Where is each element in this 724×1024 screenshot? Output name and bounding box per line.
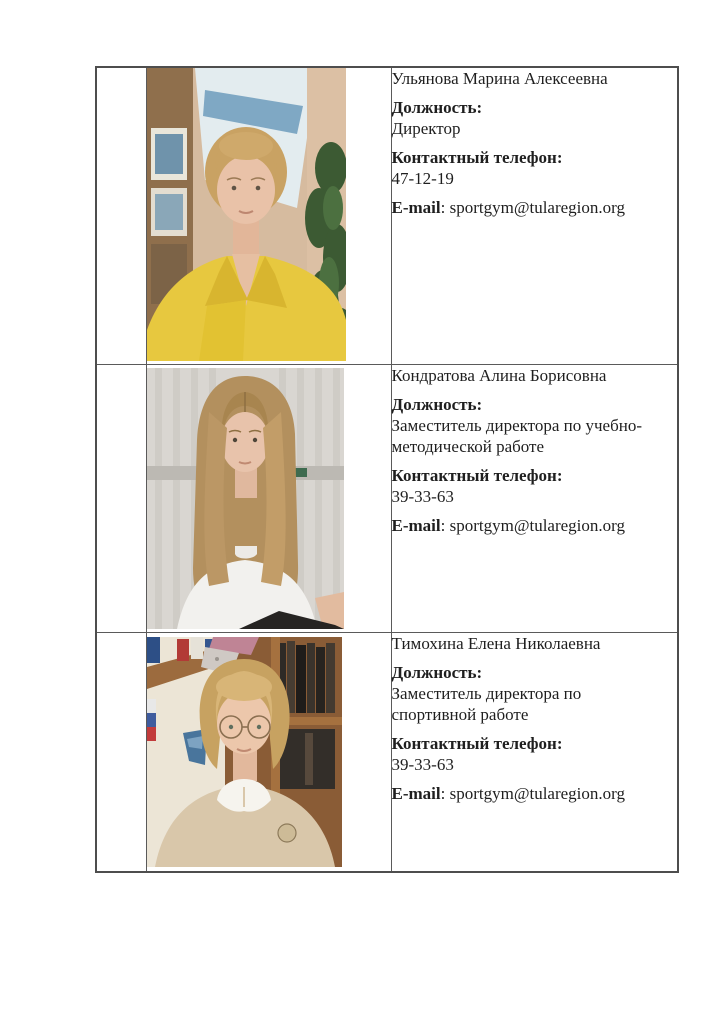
email-separator: : [440, 515, 450, 535]
position-block [392, 97, 678, 139]
photo-cell [146, 67, 391, 364]
phone-label: Контактный телефон: [391, 148, 563, 167]
email-block [392, 515, 678, 536]
position-value: методической работе [391, 436, 545, 456]
phone-value: 39-33-63 [391, 754, 454, 774]
photo-cell [146, 632, 391, 872]
email-value: sportgym@tularegion.org [449, 783, 625, 803]
phone-block [392, 733, 678, 775]
empty-margin-cell [96, 364, 146, 632]
email-label: E-mail [391, 783, 441, 803]
position-value: Заместитель директора по [391, 683, 582, 703]
email-separator: : [440, 198, 450, 217]
phone-label: Контактный телефон: [391, 733, 563, 753]
email-value: sportgym@tularegion.org [449, 515, 625, 535]
person-name: Кондратова Алина Борисовна [391, 365, 607, 385]
table-row [96, 364, 678, 632]
email-label: E-mail [391, 198, 441, 217]
phone-label: Контактный телефон: [391, 465, 563, 485]
position-value: Директор [391, 119, 461, 138]
phone-value: 47-12-19 [391, 169, 454, 188]
deputy-methodical-photo [147, 368, 344, 629]
table-row [96, 67, 678, 364]
email-separator: : [440, 783, 450, 803]
position-label: Должность: [391, 98, 483, 117]
email-value: sportgym@tularegion.org [449, 198, 625, 217]
phone-block [392, 465, 678, 507]
contact-info-cell [391, 67, 678, 364]
table-row [96, 632, 678, 872]
contact-info-cell [391, 632, 678, 872]
position-label: Должность: [391, 394, 483, 414]
staff-contacts-table [95, 66, 679, 873]
position-block [392, 662, 678, 725]
email-label: E-mail [391, 515, 441, 535]
position-label: Должность: [391, 662, 483, 682]
director-photo [147, 68, 346, 361]
empty-margin-cell [96, 632, 146, 872]
empty-margin-cell [96, 67, 146, 364]
phone-block [392, 147, 678, 189]
position-value: спортивной работе [391, 704, 529, 724]
contact-info-cell [391, 364, 678, 632]
deputy-sports-photo [147, 637, 342, 867]
position-block [392, 394, 678, 457]
person-name: Тимохина Елена Николаевна [391, 633, 601, 653]
email-block [392, 197, 678, 218]
photo-cell [146, 364, 391, 632]
phone-value: 39-33-63 [391, 486, 454, 506]
email-block [392, 783, 678, 804]
position-value: Заместитель директора по учебно- [391, 415, 643, 435]
person-name: Ульянова Марина Алексеевна [391, 69, 608, 88]
